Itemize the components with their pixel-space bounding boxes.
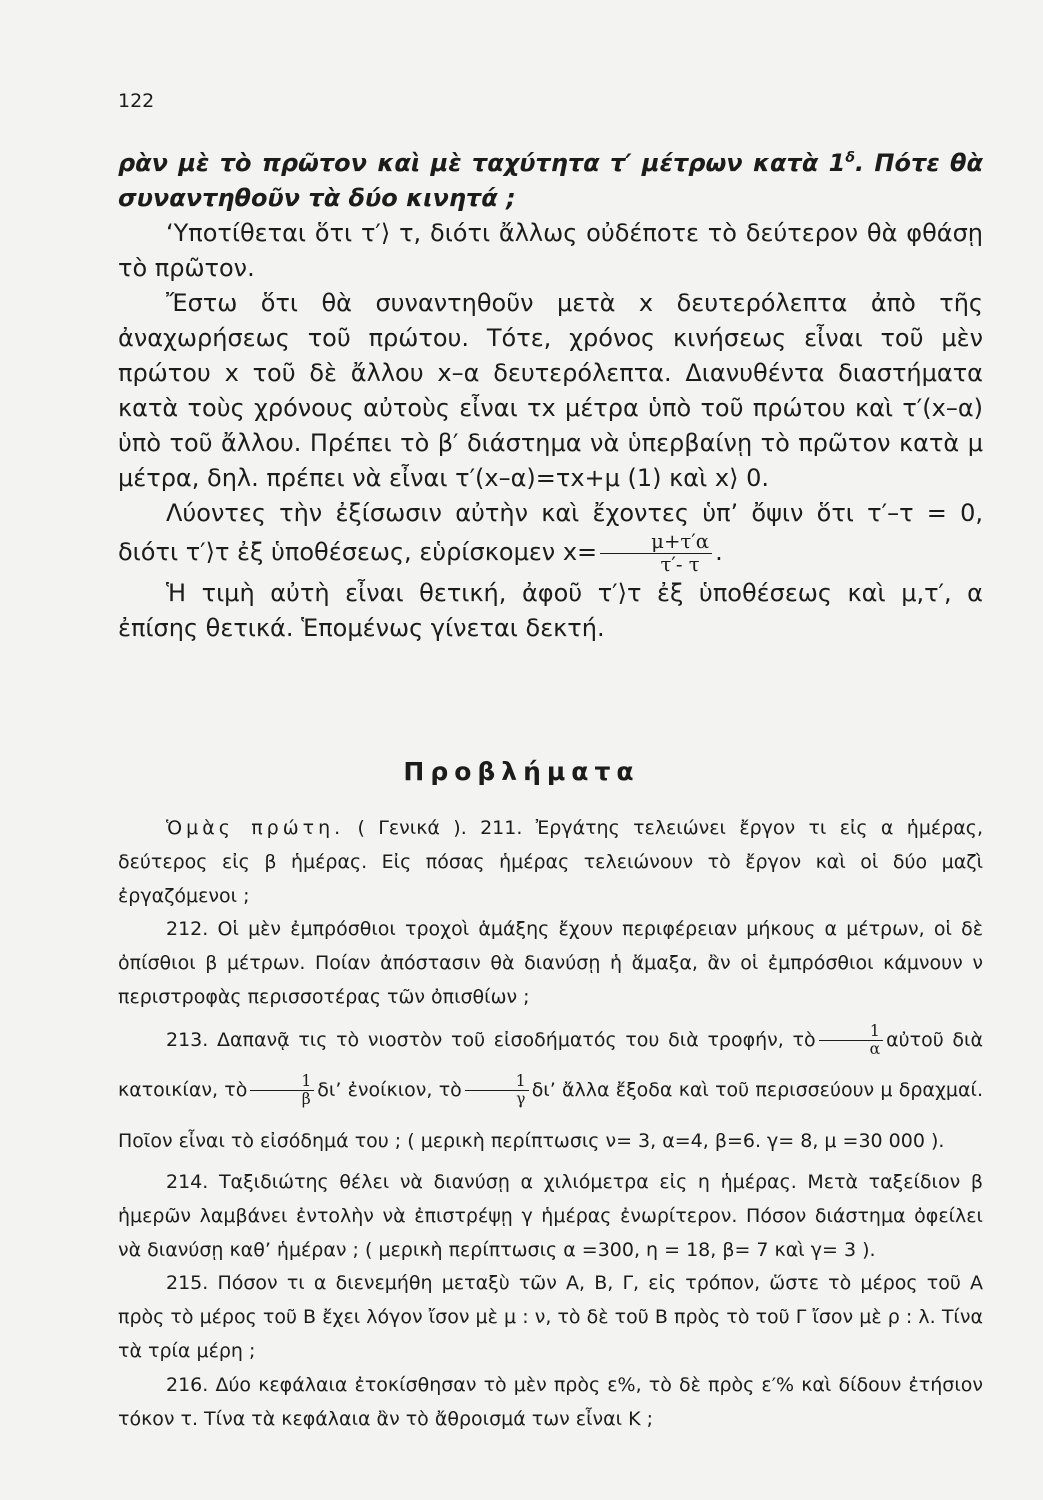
problem-215: 215. Πόσον τι α διενεμήθη μεταξὺ τῶν Α, Β, Γ, εἰς τρόπον, ὥστε τὸ μέρος τοῦ Α πρὸς τὸ μέρος τοῦ Β ἔχει λόγον ἴσον μὲ μ : ν, τὸ δὲ τοῦ Β πρὸς τὸ τοῦ Γ ἴσον μὲ ρ : λ. Τίνα τὰ τρία μέρη ; (118, 1272, 983, 1362)
fraction-denominator: α (869, 1039, 881, 1058)
page-number: 122 (118, 90, 155, 112)
problem-212: 212. Οἱ μὲν ἐμπρόσθιοι τροχοὶ ἁμάξης ἔχουν περιφέρειαν μήκους α μέτρων, οἱ δὲ ὀπίσθιοι β μέτρων. Ποίαν ἀπόστασιν θὰ διανύσῃ ἡ ἅμαξα, ἂν οἱ ἐμπρόσθιοι κάμνουν ν περιστροφὰς περισσοτέρας τῶν ὀπισθίων ; (118, 918, 983, 1009)
group-label: Ὁμὰς πρώτη. (166, 817, 345, 839)
fraction-denominator: β (301, 1090, 311, 1109)
problem-211 (118, 812, 983, 913)
fraction-denominator: γ (516, 1090, 526, 1109)
problem-213-text-d: δι’ ἄλλα ἔξοδα καὶ τοῦ περισσεύουν μ δραχμαί. Ποῖον εἶναι τὸ εἰσόδημά του ; ( μερικὴ περίπτωσις ν= 3, α=4, β=6. γ= 8, μ =30 000 ). (118, 1079, 984, 1152)
paragraph-problem-end (118, 146, 983, 216)
problems-list (118, 812, 983, 1436)
problem-213-text-c: δι’ ἐνοίκιον, τὸ (317, 1079, 462, 1102)
main-text (118, 146, 983, 646)
fraction-numerator: μ+τ′α (600, 531, 712, 554)
para4-text-a: Λύοντες τὴν ἐξίσωσιν αὐτὴν καὶ ἔχοντες ὑπ’ ὄψιν ὅτι τ′–τ = 0, διότι τ′⟩τ ἐξ ὑποθέσεως, εὑρίσκομεν x= (118, 499, 983, 567)
fraction-1-alpha (819, 1023, 884, 1058)
paragraph-equation (118, 496, 983, 575)
fraction-numerator: 1 (819, 1023, 884, 1041)
fraction-1-beta (250, 1073, 314, 1108)
fraction-1-gamma (465, 1073, 529, 1108)
paragraph-conclusion: Ἡ τιμὴ αὐτὴ εἶναι θετική, ἀφοῦ τ′⟩τ ἐξ ὑποθέσεως καὶ μ,τ′, α ἐπίσης θετικά. Ἑπομένως γίνεται δεκτή. (118, 578, 983, 642)
paragraph-assumption: ‘Υποτίθεται ὅτι τ′⟩ τ, διότι ἄλλως οὐδέποτε τὸ δεύτερον θὰ φθάσῃ τὸ πρῶτον. (118, 219, 983, 283)
section-heading: Προβλήματα (403, 757, 640, 786)
paragraph-solution: Ἔστω ὅτι θὰ συναντηθοῦν μετὰ x δευτερόλεπτα ἀπὸ τῆς ἀναχωρήσεως τοῦ πρώτου. Τότε, χρόνος κινήσεως εἶναι τοῦ μὲν πρώτου x τοῦ δὲ ἄλλου x–α δευτερόλεπτα. Διανυθέντα διαστήματα κατὰ τοὺς χρόνους αὐτοὺς εἶναι τx μέτρα ὑπὸ τοῦ πρώτου καὶ τ′(x–α) ὑπὸ τοῦ ἄλλου. Πρέπει τὸ β′ διάστημα νὰ ὑπερβαίνῃ τὸ πρῶτον κατὰ μ μέτρα, δηλ. πρέπει νὰ εἶναι τ′(x–α)=τx+μ (1) καὶ x⟩ 0. (118, 289, 983, 493)
fraction-numerator: 1 (465, 1073, 529, 1091)
para1-text-b: . Πότε θὰ συναντηθοῦν τὰ δύο κινητά ; (118, 149, 983, 213)
fraction-denominator: τ′- τ (660, 553, 700, 576)
problem-213-text-a: 213. Δαπανᾷ τις τὸ νιοστὸν τοῦ εἰσοδήματός του διὰ τροφήν, τὸ (166, 1028, 816, 1051)
fraction-solution (600, 531, 712, 575)
problem-216: 216. Δύο κεφάλαια ἐτοκίσθησαν τὸ μὲν πρὸς ε%, τὸ δὲ πρὸς ε′% καὶ δίδουν ἐτήσιον τόκον τ. Τίνα τὰ κεφάλαια ἂν τὸ ἄθροισμά των εἶναι Κ ; (118, 1373, 983, 1430)
para1-text-a: ρὰν μὲ τὸ πρῶτον καὶ μὲ ταχύτητα τ′ μέτρων κατὰ 1 (118, 149, 846, 177)
problem-213-text-b: αὐτοῦ διὰ κατοικίαν, τὸ (118, 1028, 983, 1102)
problem-211-text: ( Γενικά ). 211. Ἐργάτης τελειώνει ἔργον τι εἰς α ἡμέρας, δεύτερος εἰς β ἡμέρας. Εἰς πόσας ἡμέρας τελειώνουν τὸ ἔργον καὶ οἱ δύο μαζὶ ἐργαζόμενοι ; (118, 817, 983, 907)
fraction-numerator: 1 (250, 1073, 314, 1091)
problem-214: 214. Ταξιδιώτης θέλει νὰ διανύσῃ α χιλιόμετρα εἰς η ἡμέρας. Μετὰ ταξείδιον β ἡμερῶν λαμβάνει ἐντολὴν νὰ ἐπιστρέψῃ γ ἡμέρας ἐνωρίτερον. Πόσον διάστημα ὀφείλει νὰ διανύσῃ καθ’ ἡμέραν ; ( μερικὴ περίπτωσις α =300, η = 18, β= 7 καὶ γ= 3 ). (118, 1170, 983, 1261)
para4-text-b: . (715, 538, 723, 567)
problem-213 (118, 1015, 983, 1166)
para1-superscript: δ (845, 150, 855, 166)
